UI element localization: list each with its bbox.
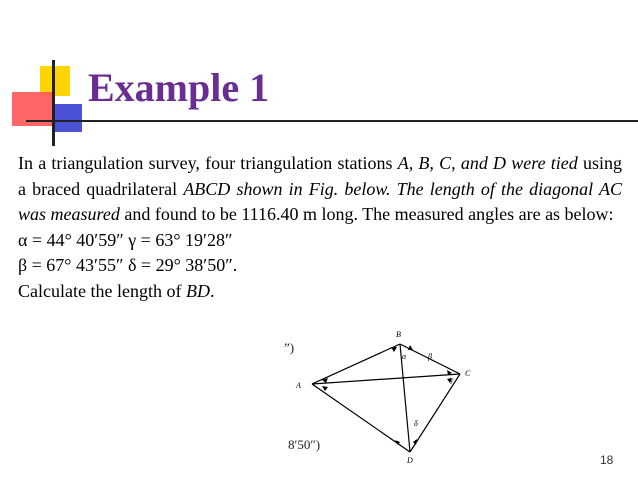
title-underline bbox=[26, 120, 638, 122]
angle-line-1: α = 44° 40′59″ γ = 63° 19′28″ bbox=[18, 229, 233, 250]
label-delta: δ bbox=[414, 419, 418, 428]
angle-arrow-b-left bbox=[391, 347, 397, 352]
label-b: B bbox=[396, 330, 401, 339]
problem-paragraph bbox=[18, 151, 622, 228]
label-d: D bbox=[407, 456, 413, 465]
problem-text-stations: A, B, C, and D were tied bbox=[397, 153, 578, 173]
label-c: C bbox=[465, 369, 471, 378]
label-gamma: γ bbox=[450, 375, 454, 384]
side-da bbox=[312, 384, 410, 452]
diagonal-ac bbox=[312, 374, 460, 384]
problem-text-3: and found to be 1116.40 m long. The measured angles are as below: bbox=[119, 204, 614, 224]
cropped-text-bottom: 8′50″) bbox=[288, 437, 321, 452]
side-ab bbox=[312, 344, 400, 384]
angle-arrow-a-lower bbox=[322, 386, 328, 391]
problem-text-1: In a triangulation survey, four triangulation stations bbox=[18, 153, 398, 173]
decorative-blue-square bbox=[52, 104, 82, 132]
cropped-text-top: ”) bbox=[284, 340, 295, 355]
task-target: BD bbox=[185, 280, 210, 301]
side-cd bbox=[410, 374, 460, 452]
label-a: A bbox=[296, 381, 301, 390]
label-alpha: α bbox=[402, 352, 407, 361]
decorative-vertical-line bbox=[52, 60, 55, 146]
angle-line-2: β = 67° 43′55″ δ = 29° 38′50″. bbox=[18, 255, 238, 275]
task-suffix: . bbox=[209, 280, 215, 301]
label-beta: β bbox=[428, 352, 432, 361]
problem-text-figure-ref: ABCD shown in Fig. below. The length of the diagonal AC was measured bbox=[18, 178, 622, 224]
task-line bbox=[18, 279, 622, 305]
problem-text-2: using a braced quadrilateral bbox=[18, 153, 622, 199]
slide-title: Example 1 bbox=[88, 65, 270, 110]
problem-statement bbox=[18, 151, 622, 304]
page-number: 18 bbox=[600, 453, 614, 467]
braced-quadrilateral-figure bbox=[282, 326, 482, 466]
task-prefix: Calculate the length of bbox=[18, 280, 186, 301]
angle-arrow-b-right bbox=[408, 345, 413, 350]
